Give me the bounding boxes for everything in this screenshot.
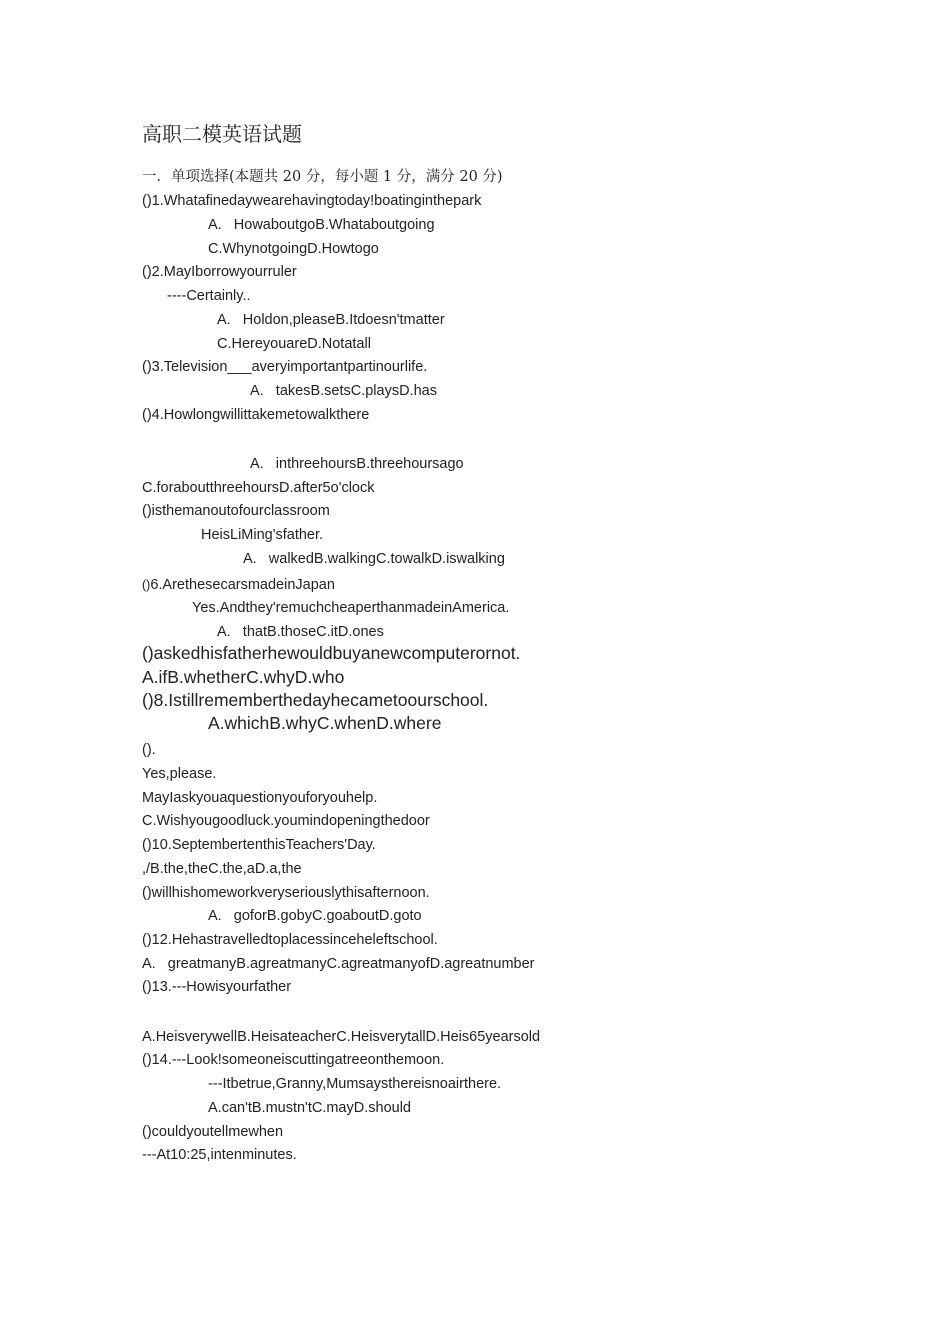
option-line: A. takesB.setsC.playsD.has (250, 383, 437, 399)
option-line: A. greatmanyB.agreatmanyC.agreatmanyofD.agreatnumber (142, 956, 535, 972)
option-line: A.whichB.whyC.whenD.where (208, 713, 442, 733)
question-line: ()couldyoutellmewhen (142, 1124, 284, 1140)
question-line: ()1.Whatafinedaywearehavingtoday!boatinginthepark (142, 193, 482, 209)
question-line: ()askedhisfatherhewouldbuyanewcomputerornot. (142, 643, 521, 663)
dialog-line: ---At10:25,intenminutes. (142, 1147, 297, 1163)
dialog-line: Yes,please. (142, 766, 217, 782)
option-line: A. HowaboutgoB.Whataboutgoing (208, 217, 435, 233)
option-line: A.ifB.whetherC.whyD.who (142, 667, 345, 687)
question-line: ()10.SeptembertenthisTeachers'Day. (142, 837, 376, 853)
question-line: ()13.---Howisyourfather (142, 979, 292, 995)
question-line: (). (142, 742, 156, 758)
dialog-line: HeisLiMing'sfather. (201, 527, 324, 543)
question-line: ()14.---Look!someoneiscuttingatreeonthemoon. (142, 1052, 445, 1068)
question-line: ()3.Television___averyimportantpartinourlife. (142, 359, 428, 375)
question-line: ()willhishomeworkveryseriouslythisafternoon. (142, 885, 430, 901)
option-line: A. inthreehoursB.threehoursago (250, 456, 464, 472)
option-line: C.HereyouareD.Notatall (217, 336, 371, 352)
question-line: ()4.Howlongwillittakemetowalkthere (142, 407, 370, 423)
option-line: A. walkedB.walkingC.towalkD.iswalking (243, 551, 505, 567)
section-heading: 一．单项选择(本题共 20 分，每小题 1 分，满分 20 分) (142, 169, 503, 185)
option-line: A. goforB.gobyC.goaboutD.goto (208, 908, 422, 924)
dialog-line: Yes.Andthey'remuchcheaperthanmadeinAmerica. (192, 600, 510, 616)
question-text: 6.ArethesecarsmadeinJapan (150, 577, 335, 593)
option-line: A.can'tB.mustn'tC.mayD.should (208, 1100, 411, 1116)
question-line: ()8.Istillrememberthedayhecametoourschool. (142, 690, 489, 710)
question-line: ()12.Hehastravelledtoplacessinceheleftschool. (142, 932, 438, 948)
option-line: ,/B.the,theC.the,aD.a,the (142, 861, 302, 877)
option-line: C.foraboutthreehoursD.after5o'clock (142, 480, 375, 496)
question-line: ()2.MayIborrowyourruler (142, 264, 297, 280)
option-line: A. thatB.thoseC.itD.ones (217, 624, 384, 640)
dialog-line: ---Itbetrue,Granny,Mumsaysthereisnoairthere. (208, 1076, 502, 1092)
option-line: A. Holdon,pleaseB.Itdoesn'tmatter (217, 312, 445, 328)
option-line: C.Wishyougoodluck.youmindopeningthedoor (142, 813, 430, 829)
question-line: ()isthemanoutofourclassroom (142, 503, 330, 519)
option-line: A.HeisverywellB.HeisateacherC.HeisverytallD.Heis65yearsold (142, 1029, 541, 1045)
question-line (142, 576, 335, 594)
dialog-line: ----Certainly.. (167, 288, 251, 304)
answer-blank: () (142, 578, 151, 592)
question-line: MayIaskyouaquestionyouforyouhelp. (142, 790, 378, 806)
option-line: C.WhynotgoingD.Howtogo (208, 241, 379, 257)
page-title: 高职二模英语试题 (142, 122, 302, 146)
